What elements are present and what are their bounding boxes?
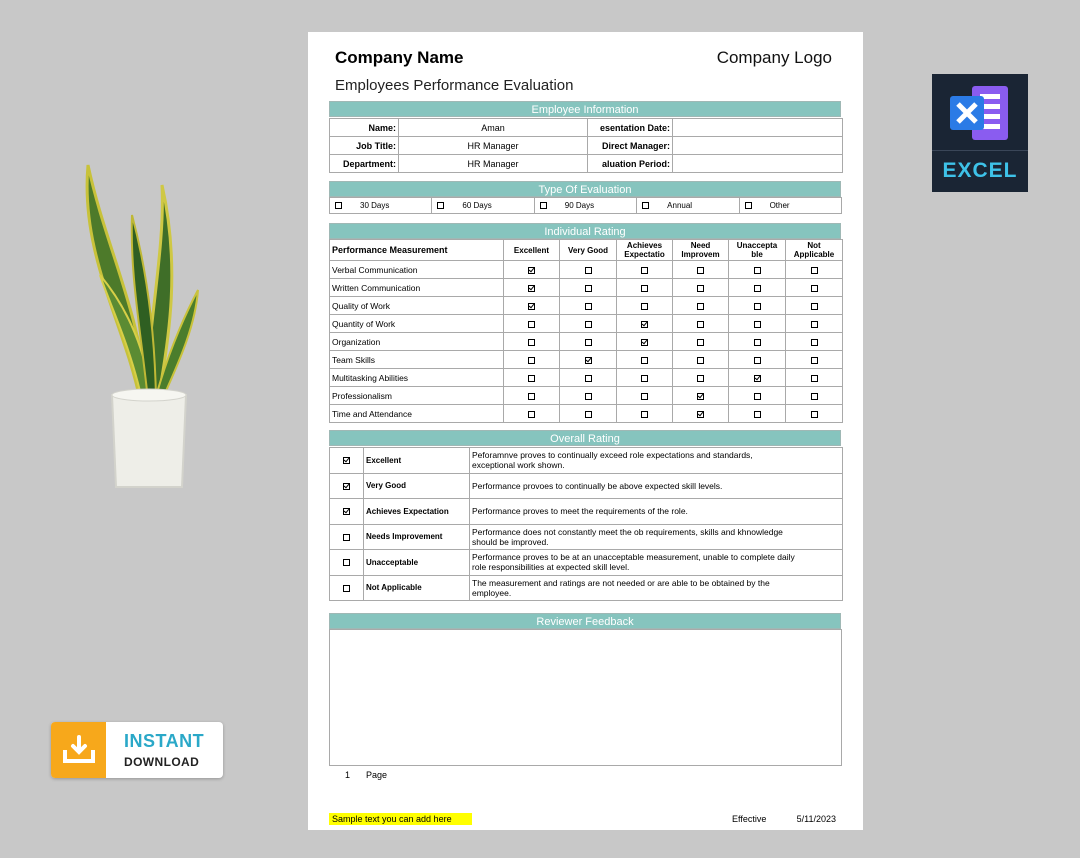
rating-checkbox[interactable] (754, 339, 761, 346)
rating-checkbox[interactable] (697, 411, 704, 418)
rating-cell[interactable] (504, 279, 560, 297)
overall-label-cell (364, 550, 470, 576)
overall-desc-line1: Performance provoes to continually be above expected skill levels. (472, 480, 723, 491)
rating-checkbox[interactable] (754, 267, 761, 274)
rating-checkbox[interactable] (641, 393, 648, 400)
rating-column-line2: Improvem (681, 250, 720, 259)
rating-checkbox[interactable] (528, 339, 535, 346)
overall-rating-row (330, 550, 843, 576)
employee-info-label (588, 137, 673, 155)
evaluation-option-checkbox[interactable] (335, 202, 342, 209)
overall-desc-cell (470, 448, 843, 474)
rating-column-line1: Achieves (626, 241, 663, 250)
evaluation-option[interactable] (534, 198, 636, 214)
rating-cell[interactable] (786, 351, 843, 369)
evaluation-option-label: 30 Days (360, 201, 390, 210)
measure-label: Team Skills (332, 354, 375, 365)
evaluation-option[interactable] (432, 198, 534, 214)
overall-checkbox[interactable] (343, 457, 350, 464)
rating-cell[interactable] (560, 369, 617, 387)
employee-info-row (330, 119, 843, 137)
rating-checkbox[interactable] (754, 303, 761, 310)
rating-cell[interactable] (729, 279, 786, 297)
rating-column-header (729, 240, 786, 261)
rating-column-line1: Not (807, 241, 821, 250)
rating-checkbox[interactable] (754, 321, 761, 328)
evaluation-type-table (329, 197, 842, 214)
overall-desc-line1: Peforamnve proves to continually exceed role expectations and standards, (472, 450, 753, 461)
rating-cell[interactable] (786, 387, 843, 405)
rating-column-line1: Very Good (567, 245, 608, 255)
rating-checkbox[interactable] (528, 393, 535, 400)
overall-label-cell (364, 448, 470, 474)
rating-column-line1: Need (690, 241, 711, 250)
overall-desc-cell (470, 550, 843, 576)
rating-checkbox[interactable] (585, 303, 592, 310)
rating-row (330, 297, 843, 315)
overall-label-cell (364, 524, 470, 550)
rating-cell[interactable] (560, 315, 617, 333)
overall-checkbox[interactable] (343, 559, 350, 566)
overall-checkbox[interactable] (343, 508, 350, 515)
rating-cell[interactable] (786, 405, 843, 423)
rating-checkbox[interactable] (697, 267, 704, 274)
rating-checkbox[interactable] (585, 393, 592, 400)
evaluation-option-label: 60 Days (462, 201, 492, 210)
rating-row-label (330, 279, 504, 297)
badge-line1: INSTANT (124, 731, 205, 751)
evaluation-option[interactable] (637, 198, 739, 214)
excel-logo-icon (946, 82, 1014, 144)
rating-cell[interactable] (673, 333, 729, 351)
employee-info-label (588, 119, 673, 137)
rating-checkbox[interactable] (811, 267, 818, 274)
rating-checkbox[interactable] (641, 285, 648, 292)
rating-checkbox[interactable] (528, 321, 535, 328)
measure-label: Verbal Communication (332, 264, 418, 275)
measure-header (330, 240, 504, 261)
employee-info-label (588, 155, 673, 173)
effective-date: 5/11/2023 (796, 814, 836, 824)
rating-column-line2: Applicable (793, 250, 835, 259)
company-logo-text: Company Logo (716, 48, 832, 67)
overall-rating-header: Overall Rating (329, 430, 841, 446)
individual-rating-header: Individual Rating (329, 223, 841, 239)
rating-cell[interactable] (729, 405, 786, 423)
rating-checkbox[interactable] (811, 411, 818, 418)
rating-cell[interactable] (786, 279, 843, 297)
overall-checkbox[interactable] (343, 483, 350, 490)
overall-label: Unacceptable (366, 557, 419, 567)
rating-checkbox[interactable] (754, 393, 761, 400)
rating-cell[interactable] (673, 351, 729, 369)
overall-checkbox-cell[interactable] (330, 473, 364, 499)
rating-row-label (330, 261, 504, 279)
measure-label: Organization (332, 336, 381, 347)
rating-cell[interactable] (560, 351, 617, 369)
rating-checkbox[interactable] (641, 321, 648, 328)
rating-cell[interactable] (504, 387, 560, 405)
rating-checkbox[interactable] (754, 357, 761, 364)
rating-row (330, 351, 843, 369)
rating-checkbox[interactable] (811, 321, 818, 328)
rating-checkbox[interactable] (528, 285, 535, 292)
rating-row-label (330, 315, 504, 333)
overall-label: Needs Improvement (366, 532, 443, 542)
rating-checkbox[interactable] (811, 375, 818, 382)
badge-line2: DOWNLOAD (124, 755, 200, 769)
rating-cell[interactable] (504, 405, 560, 423)
rating-cell[interactable] (729, 351, 786, 369)
rating-checkbox[interactable] (641, 339, 648, 346)
overall-desc-line2: exceptional work shown. (472, 460, 565, 471)
rating-checkbox[interactable] (641, 357, 648, 364)
measure-label: Quality of Work (332, 300, 390, 311)
measure-label: Time and Attendance (332, 408, 413, 419)
rating-checkbox[interactable] (641, 375, 648, 382)
overall-rating-row (330, 575, 843, 601)
overall-desc-line2: should be improved. (472, 536, 549, 547)
employee-info-value[interactable] (673, 119, 843, 137)
employee-info-value[interactable] (673, 137, 843, 155)
rating-row-label (330, 351, 504, 369)
rating-checkbox[interactable] (528, 303, 535, 310)
overall-desc-line1: Performance proves to meet the requirements of the role. (472, 506, 688, 517)
employee-info-label (330, 137, 399, 155)
rating-row (330, 405, 843, 423)
rating-checkbox[interactable] (697, 357, 704, 364)
overall-label: Not Applicable (366, 583, 422, 593)
rating-column-header (617, 240, 673, 261)
rating-cell[interactable] (729, 369, 786, 387)
overall-desc-cell (470, 473, 843, 499)
document-page (308, 32, 863, 830)
rating-column-line2: ble (751, 250, 763, 259)
rating-checkbox[interactable] (585, 267, 592, 274)
plant-image (70, 155, 210, 495)
excel-label: EXCEL (942, 159, 1018, 182)
rating-cell[interactable] (729, 333, 786, 351)
rating-cell[interactable] (729, 315, 786, 333)
rating-cell[interactable] (673, 405, 729, 423)
rating-column-line1: Unaccepta (736, 241, 778, 250)
employee-info-header: Employee Information (329, 101, 841, 117)
overall-checkbox[interactable] (343, 585, 350, 592)
document-title: Employees Performance Evaluation (335, 77, 574, 94)
download-icon (51, 722, 106, 778)
evaluation-option-checkbox[interactable] (437, 202, 444, 209)
rating-checkbox[interactable] (528, 357, 535, 364)
rating-checkbox[interactable] (585, 285, 592, 292)
measure-label: Professionalism (332, 390, 392, 401)
employee-info-label (330, 119, 399, 137)
rating-row (330, 369, 843, 387)
overall-rating-row (330, 448, 843, 474)
rating-column-header (504, 240, 560, 261)
rating-checkbox[interactable] (641, 303, 648, 310)
field-value: HR Manager (467, 158, 519, 169)
evaluation-option[interactable] (739, 198, 841, 214)
rating-checkbox[interactable] (697, 339, 704, 346)
overall-checkbox-cell[interactable] (330, 575, 364, 601)
measure-header-label: Performance Measurement (332, 245, 448, 255)
rating-checkbox[interactable] (585, 411, 592, 418)
rating-column-line2: Expectatio (624, 250, 665, 259)
overall-label-cell (364, 499, 470, 525)
field-label: esentation Date: (599, 122, 670, 133)
rating-checkbox[interactable] (528, 411, 535, 418)
sample-text: Sample text you can add here (329, 813, 472, 825)
rating-checkbox[interactable] (697, 393, 704, 400)
rating-row-label (330, 387, 504, 405)
rating-cell[interactable] (504, 315, 560, 333)
rating-cell[interactable] (617, 297, 673, 315)
rating-cell[interactable] (560, 261, 617, 279)
rating-checkbox[interactable] (585, 321, 592, 328)
rating-checkbox[interactable] (754, 375, 761, 382)
rating-checkbox[interactable] (641, 267, 648, 274)
rating-checkbox[interactable] (697, 285, 704, 292)
rating-checkbox[interactable] (754, 285, 761, 292)
overall-desc-line1: Performance does not constantly meet the ob requirements, skills and khnowledge (472, 526, 783, 537)
overall-desc-cell (470, 499, 843, 525)
rating-row (330, 387, 843, 405)
rating-row (330, 333, 843, 351)
rating-cell[interactable] (786, 315, 843, 333)
rating-cell[interactable] (617, 333, 673, 351)
rating-cell[interactable] (504, 333, 560, 351)
overall-desc-line2: employee. (472, 587, 512, 598)
evaluation-option-label: Other (769, 201, 790, 210)
rating-cell[interactable] (560, 279, 617, 297)
rating-cell[interactable] (617, 351, 673, 369)
rating-row (330, 315, 843, 333)
overall-rating-row (330, 524, 843, 550)
evaluation-option-checkbox[interactable] (540, 202, 547, 209)
evaluation-option-checkbox[interactable] (642, 202, 649, 209)
field-label: Name: (368, 122, 396, 133)
page-number: 1 (345, 770, 351, 780)
field-value: HR Manager (467, 140, 519, 151)
rating-cell[interactable] (786, 297, 843, 315)
overall-label-cell (364, 473, 470, 499)
overall-checkbox-cell[interactable] (330, 499, 364, 525)
rating-checkbox[interactable] (697, 303, 704, 310)
field-label: Job Title: (356, 140, 396, 151)
overall-rating-row (330, 473, 843, 499)
overall-checkbox-cell[interactable] (330, 448, 364, 474)
rating-checkbox[interactable] (585, 375, 592, 382)
rating-checkbox[interactable] (811, 339, 818, 346)
rating-cell[interactable] (729, 261, 786, 279)
overall-desc-line1: The measurement and ratings are not needed or are able to be obtained by the (472, 577, 770, 588)
rating-cell[interactable] (729, 297, 786, 315)
rating-checkbox[interactable] (811, 285, 818, 292)
rating-cell[interactable] (504, 369, 560, 387)
page-label: Page (366, 770, 388, 780)
overall-label: Achieves Expectation (366, 506, 449, 516)
overall-desc-cell (470, 575, 843, 601)
rating-row-label (330, 405, 504, 423)
overall-desc-cell (470, 524, 843, 550)
employee-info-value[interactable] (399, 119, 588, 137)
rating-cell[interactable] (560, 405, 617, 423)
rating-checkbox[interactable] (811, 393, 818, 400)
field-label: aluation Period: (601, 158, 670, 169)
rating-column-header (560, 240, 617, 261)
rating-cell[interactable] (673, 297, 729, 315)
rating-checkbox[interactable] (697, 375, 704, 382)
rating-checkbox[interactable] (585, 339, 592, 346)
measure-label: Quantity of Work (332, 318, 396, 329)
excel-badge (932, 74, 1028, 192)
employee-info-row (330, 137, 843, 155)
rating-cell[interactable] (729, 387, 786, 405)
evaluation-option-label: Annual (667, 201, 693, 210)
rating-checkbox[interactable] (528, 375, 535, 382)
rating-row-label (330, 333, 504, 351)
rating-row (330, 261, 843, 279)
overall-rating-row (330, 499, 843, 525)
rating-checkbox[interactable] (697, 321, 704, 328)
measure-label: Multitasking Abilities (332, 372, 409, 383)
overall-label-cell (364, 575, 470, 601)
rating-cell[interactable] (617, 279, 673, 297)
rating-row (330, 279, 843, 297)
evaluation-option-label: 90 Days (564, 201, 595, 210)
field-label: Direct Manager: (601, 140, 670, 151)
rating-column-header (786, 240, 843, 261)
overall-checkbox-cell[interactable] (330, 550, 364, 576)
overall-checkbox[interactable] (343, 534, 350, 541)
rating-cell[interactable] (617, 369, 673, 387)
rating-cell[interactable] (504, 351, 560, 369)
rating-row-label (330, 369, 504, 387)
rating-cell[interactable] (504, 297, 560, 315)
rating-cell[interactable] (617, 405, 673, 423)
field-value: Aman (481, 122, 505, 133)
rating-cell[interactable] (617, 387, 673, 405)
individual-rating-table (329, 239, 843, 423)
employee-info-value[interactable] (399, 137, 588, 155)
rating-cell[interactable] (673, 387, 729, 405)
overall-rating-table (329, 447, 843, 601)
reviewer-feedback-box[interactable] (329, 629, 842, 766)
rating-row-label (330, 297, 504, 315)
rating-checkbox[interactable] (585, 357, 592, 364)
effective-label: Effective (732, 814, 767, 824)
rating-cell[interactable] (560, 387, 617, 405)
overall-checkbox-cell[interactable] (330, 524, 364, 550)
rating-cell[interactable] (673, 261, 729, 279)
measure-label: Written Communication (332, 282, 421, 293)
employee-info-label (330, 155, 399, 173)
rating-checkbox[interactable] (754, 411, 761, 418)
evaluation-type-header: Type Of Evaluation (329, 181, 841, 197)
rating-checkbox[interactable] (641, 411, 648, 418)
overall-label: Very Good (366, 481, 407, 491)
employee-info-value[interactable] (673, 155, 843, 173)
rating-cell[interactable] (673, 315, 729, 333)
rating-checkbox[interactable] (811, 303, 818, 310)
rating-cell[interactable] (560, 333, 617, 351)
company-name: Company Name (335, 48, 464, 67)
employee-info-row (330, 155, 843, 173)
evaluation-option-checkbox[interactable] (745, 202, 752, 209)
rating-cell[interactable] (673, 369, 729, 387)
rating-cell[interactable] (617, 261, 673, 279)
rating-cell[interactable] (617, 315, 673, 333)
instant-download-badge (51, 722, 223, 778)
rating-cell[interactable] (786, 261, 843, 279)
field-label: Department: (342, 158, 396, 169)
rating-cell[interactable] (786, 369, 843, 387)
rating-cell[interactable] (504, 261, 560, 279)
employee-info-value[interactable] (399, 155, 588, 173)
rating-column-header (673, 240, 729, 261)
reviewer-feedback-header: Reviewer Feedback (329, 613, 841, 629)
rating-cell[interactable] (786, 333, 843, 351)
evaluation-option[interactable] (330, 198, 432, 214)
overall-desc-line1: Performance proves to be at an unacceptable measurement, unable to complete daily (472, 552, 795, 563)
rating-checkbox[interactable] (811, 357, 818, 364)
overall-desc-line2: role responsibilities at expected skill level. (472, 562, 630, 573)
rating-cell[interactable] (560, 297, 617, 315)
employee-info-table (329, 118, 843, 173)
rating-column-line1: Excellent (513, 245, 550, 255)
overall-label: Excellent (366, 455, 402, 465)
rating-cell[interactable] (673, 279, 729, 297)
rating-checkbox[interactable] (528, 267, 535, 274)
